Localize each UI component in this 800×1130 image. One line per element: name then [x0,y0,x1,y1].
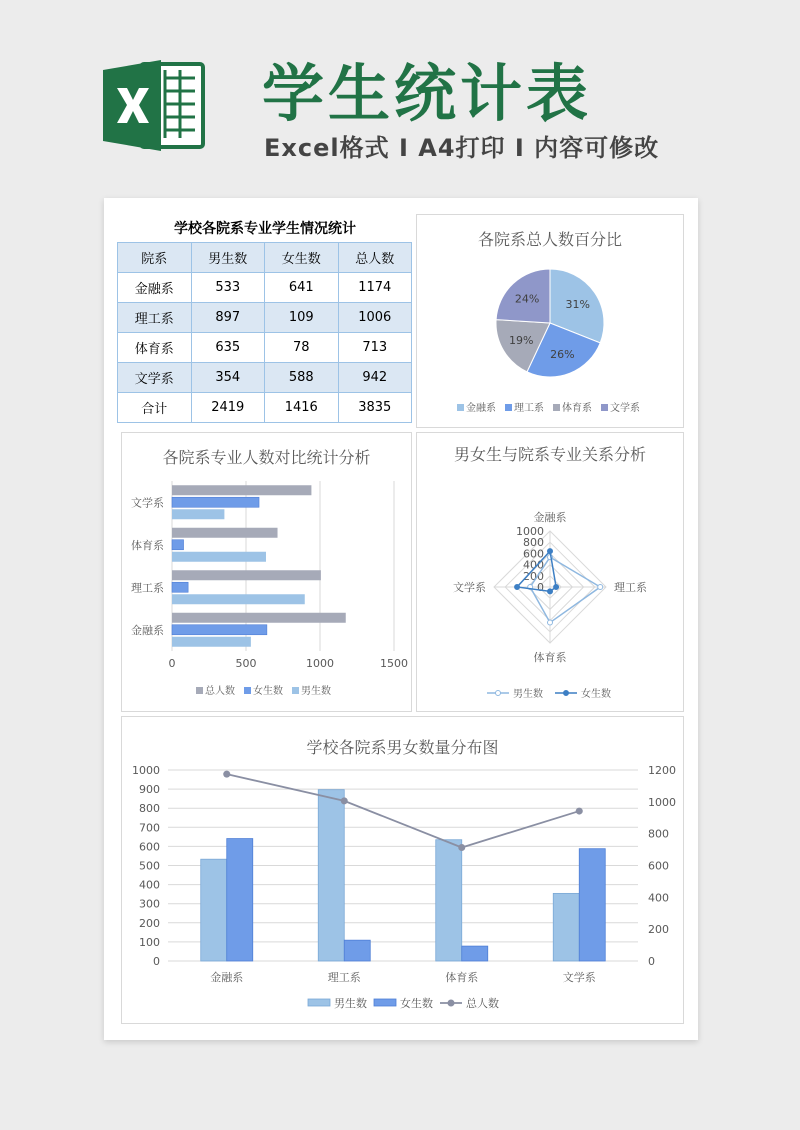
bar [579,849,605,961]
x-tick-label: 0 [168,657,176,670]
legend-label: 总人数 [205,686,235,697]
line-series-total [227,774,580,847]
table-cell: 713 [338,333,412,363]
pie-data-label: 19% [508,334,534,348]
x-tick-label: 金融系 [210,971,244,984]
legend-swatch [553,404,560,411]
hbar-chart [122,433,411,711]
y2-tick-label: 1200 [648,764,676,777]
table-cell: 897 [191,303,265,333]
combo-chart-panel [121,716,684,1024]
header [0,0,800,200]
bar [172,540,184,550]
pie-data-label: 24% [514,292,540,306]
legend-marker [448,1000,455,1007]
y-tick-label: 500 [139,859,160,873]
radar-axis-label: 金融系 [533,511,567,524]
bar [553,893,579,961]
bar [172,625,267,635]
x-tick-label: 理工系 [327,971,361,984]
table-cell: 1174 [338,273,412,303]
y-tick-label: 理工系 [131,581,164,595]
radar-tick-label: 400 [523,558,544,572]
table-row [118,273,412,303]
bar [318,790,344,961]
radar-chart-panel [416,432,684,712]
table-cell: 1416 [265,393,339,423]
legend-swatch [505,404,512,411]
bar [436,840,462,961]
x-tick-label: 1500 [380,657,408,670]
bar [172,552,266,562]
y2-tick-label: 1000 [648,795,676,809]
table-cell: 533 [191,273,265,303]
legend-marker [564,691,569,696]
y-tick-label: 文学系 [131,496,164,510]
y2-tick-label: 400 [648,891,669,905]
y-tick-label: 200 [139,916,160,930]
bar [201,859,227,961]
legend-label: 男生数 [301,686,331,697]
line-point [223,771,230,778]
legend-swatch [457,404,464,411]
y-tick-label: 100 [139,935,160,949]
y-tick-label: 金融系 [131,623,164,637]
legend-label: 文学系 [610,403,640,414]
x-tick-label: 1000 [306,657,334,670]
table-cell: 641 [265,273,339,303]
table-row [118,363,412,393]
table-cell: 78 [265,333,339,363]
bar [172,582,188,592]
line-point [458,844,465,851]
x-tick-label: 500 [235,657,257,670]
bar [172,497,259,507]
radar-chart-title: 男女生与院系专业关系分析 [453,445,646,464]
legend-swatch [374,999,396,1006]
radar-tick-label: 0 [537,581,544,594]
legend-swatch [244,687,251,694]
radar-point [548,620,553,625]
table-header-cell: 女生数 [265,243,339,273]
table-cell: 金融系 [118,273,192,303]
page-subtitle: Excel格式 I A4打印 I 内容可修改 [264,134,660,162]
bar [172,509,224,519]
y-tick-label: 300 [139,897,160,911]
stats-table [117,242,412,423]
bar [227,839,253,961]
y-tick-label: 600 [139,840,160,854]
table-cell: 588 [265,363,339,393]
radar-point [554,585,559,590]
legend-marker [496,691,501,696]
x-tick-label: 文学系 [562,971,596,984]
table-cell: 3835 [338,393,412,423]
pie-chart [417,215,683,427]
radar-axis-label: 体育系 [533,651,567,664]
table-cell: 文学系 [118,363,192,393]
radar-axis-label: 理工系 [614,581,647,594]
line-point [576,808,583,815]
radar-point [548,589,553,594]
pie-chart-panel [416,214,684,428]
bar [172,528,278,538]
bar [172,485,311,495]
bar [344,940,370,961]
table-header-cell: 总人数 [338,243,412,273]
legend-label: 理工系 [514,403,544,414]
bar [172,594,305,604]
radar-point [548,549,553,554]
excel-logo-icon [103,58,205,153]
x-tick-label: 体育系 [445,971,479,984]
radar-point [515,585,520,590]
pie-data-label: 31% [565,298,590,312]
y-tick-label: 0 [153,955,160,968]
legend-label: 女生数 [253,686,283,697]
radar-tick-label: 600 [523,547,544,561]
radar-point [598,585,603,590]
table-cell: 942 [338,363,412,393]
legend-label: 金融系 [466,403,496,414]
y2-tick-label: 0 [648,955,655,968]
legend-label: 总人数 [466,997,499,1010]
page-title: 学生统计表 [262,57,593,130]
radar-tick-label: 1000 [516,525,544,538]
table-cell: 理工系 [118,303,192,333]
pie-data-label: 26% [550,348,575,362]
y-tick-label: 900 [139,783,160,797]
table-cell: 2419 [191,393,265,423]
y-tick-label: 800 [139,802,160,816]
table-cell: 354 [191,363,265,393]
bar [462,946,488,961]
hbar-chart-title: 各院系专业人数对比统计分析 [162,448,371,467]
table-header-cell: 院系 [118,243,192,273]
table-cell: 109 [265,303,339,333]
combo-chart [122,717,683,1023]
line-point [341,797,348,804]
table-row [118,393,412,423]
pie-chart-title: 各院系总人数百分比 [477,230,622,249]
table-row [118,303,412,333]
legend-swatch [292,687,299,694]
table-header-cell: 男生数 [191,243,265,273]
hbar-chart-panel [121,432,412,712]
legend-label: 男生数 [513,689,543,700]
radar-axis-label: 文学系 [453,581,486,594]
table-row [118,333,412,363]
legend-label: 女生数 [400,997,433,1010]
bar [172,637,251,647]
y2-tick-label: 600 [648,859,669,873]
legend-swatch [308,999,330,1006]
y-tick-label: 700 [139,821,160,835]
radar-tick-label: 200 [523,569,544,583]
radar-chart [417,433,683,711]
y2-tick-label: 200 [648,923,669,937]
bar [172,613,346,623]
legend-swatch [196,687,203,694]
table-cell: 1006 [338,303,412,333]
legend-swatch [601,404,608,411]
y-tick-label: 1000 [132,764,160,777]
combo-chart-title: 学校各院系男女数量分布图 [306,738,499,757]
table-header-row [118,243,412,273]
legend-label: 女生数 [581,689,611,700]
y-tick-label: 体育系 [131,538,164,552]
table-cell: 合计 [118,393,192,423]
legend-label: 男生数 [334,997,367,1010]
y2-tick-label: 800 [648,827,669,841]
radar-tick-label: 800 [523,536,544,550]
y-tick-label: 400 [139,878,160,892]
legend-label: 体育系 [562,403,592,414]
table-cell: 635 [191,333,265,363]
table-cell: 体育系 [118,333,192,363]
bar [172,570,321,580]
table-title: 学校各院系专业学生情况统计 [174,221,356,237]
